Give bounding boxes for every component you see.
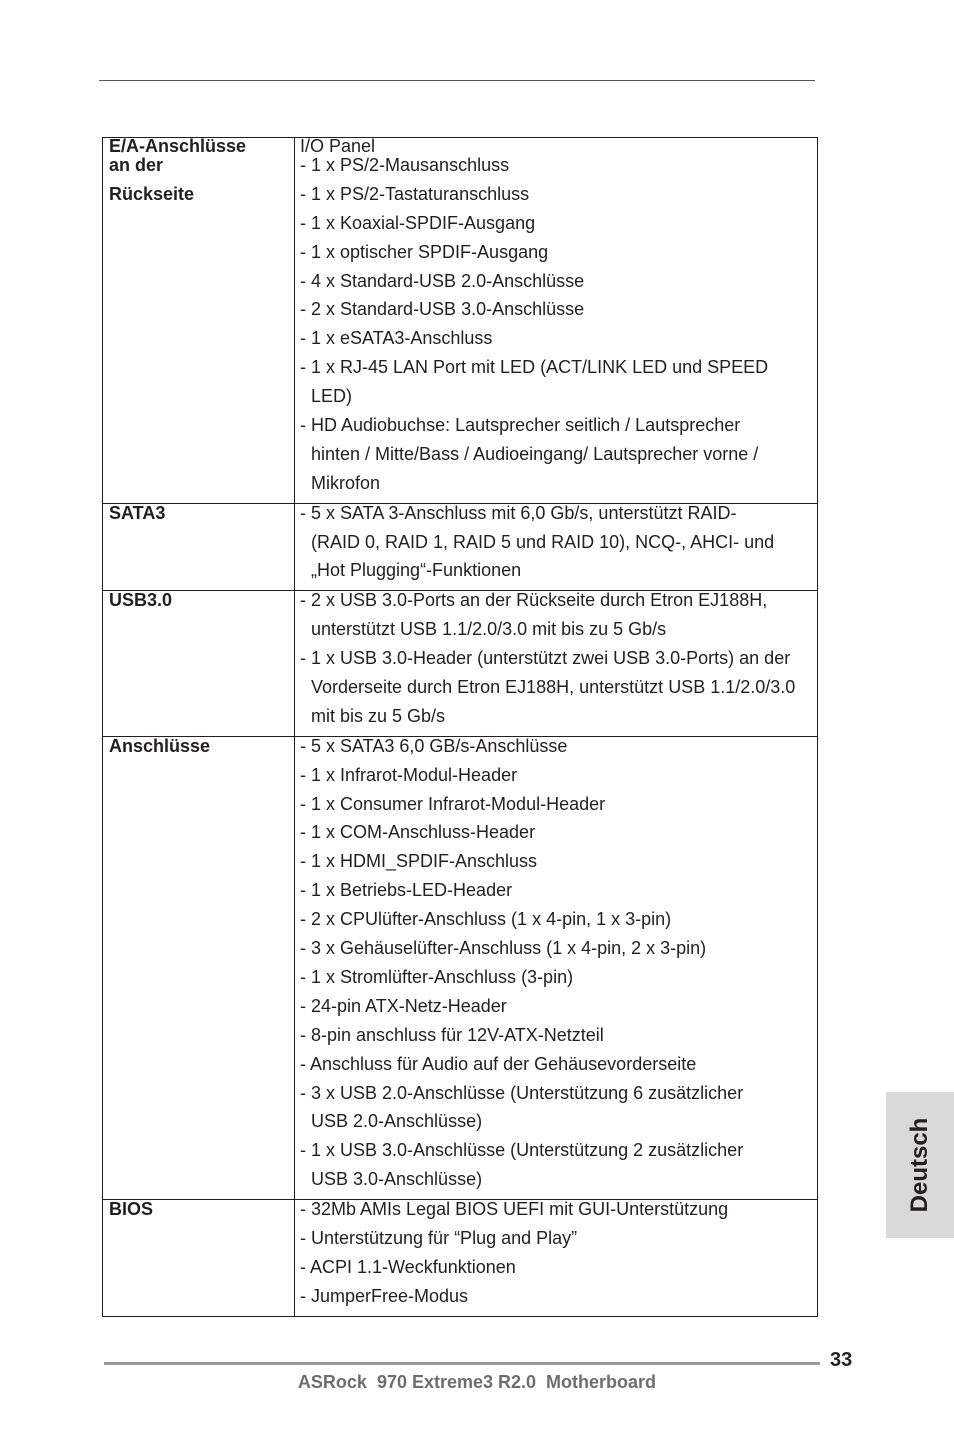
spec-content-cell [295, 1200, 818, 1317]
spec-label: E/A-Anschlüsse [109, 136, 247, 156]
spec-line: - 1 x RJ-45 LAN Port mit LED (ACT/LINK LED und SPEED [300, 357, 769, 378]
spec-line: - 8-pin anschluss für 12V-ATX-Netzteil [300, 1024, 604, 1045]
spec-line: - 24-pin ATX-Netz-Header [300, 995, 507, 1016]
spec-line: hinten / Mitte/Bass / Audioeingang/ Lautsprecher vorne / [311, 443, 759, 464]
spec-line: - 5 x SATA3 6,0 GB/s-Anschlüsse [300, 736, 568, 756]
spec-label-cell [103, 138, 295, 504]
spec-line: - 1 x PS/2-Tastaturanschluss [300, 183, 530, 204]
spec-label-cell [103, 503, 295, 591]
bottom-rule [104, 1362, 820, 1365]
spec-label: USB3.0 [109, 590, 173, 611]
spec-row [103, 1200, 818, 1317]
spec-line: - 1 x HDMI_SPDIF-Anschluss [300, 851, 538, 872]
spec-line: - 1 x Consumer Infrarot-Modul-Header [300, 793, 606, 814]
spec-line: - 1 x Infrarot-Modul-Header [300, 764, 518, 785]
spec-line: Vorderseite durch Etron EJ188H, unterstützt USB 1.1/2.0/3.0 [311, 677, 796, 698]
spec-label: Rückseite [109, 183, 195, 204]
spec-line: - 32Mb AMIs Legal BIOS UEFI mit GUI-Unterstützung [300, 1199, 729, 1220]
spec-line: USB 3.0-Anschlüsse) [311, 1169, 483, 1190]
spec-line: - 2 x CPUlüfter-Anschluss (1 x 4-pin, 1 x 3-pin) [300, 909, 672, 930]
spec-line: (RAID 0, RAID 1, RAID 5 und RAID 10), NCQ-, AHCI- und [311, 531, 775, 552]
spec-content-cell [295, 138, 818, 504]
spec-label: Anschlüsse [109, 735, 211, 756]
spec-line: - HD Audiobuchse: Lautsprecher seitlich / Lautsprecher [300, 415, 741, 436]
spec-line: - JumperFree-Modus [300, 1285, 469, 1306]
spec-row [103, 503, 818, 591]
spec-table [102, 137, 818, 1317]
spec-line: mit bis zu 5 Gb/s [311, 705, 446, 726]
spec-content-cell [295, 503, 818, 591]
language-tab [886, 1092, 954, 1238]
spec-line: - 5 x SATA 3-Anschluss mit 6,0 Gb/s, unterstützt RAID- [300, 503, 737, 523]
spec-row [103, 736, 818, 1199]
spec-line: Mikrofon [311, 472, 381, 493]
spec-line: - 1 x Stromlüfter-Anschluss (3-pin) [300, 966, 574, 987]
spec-line: - Unterstützung für “Plug and Play” [300, 1227, 578, 1248]
spec-label-cell [103, 1200, 295, 1317]
spec-line: USB 2.0-Anschlüsse) [311, 1111, 483, 1132]
spec-content-cell [295, 591, 818, 736]
spec-line: - 2 x Standard-USB 3.0-Anschlüsse [300, 299, 585, 320]
footer-product-name: ASRock 970 Extreme3 R2.0 Motherboard [297, 1372, 657, 1392]
spec-line: LED) [311, 386, 353, 407]
spec-row [103, 138, 818, 504]
spec-label: an der [109, 155, 164, 175]
spec-line: - 1 x USB 3.0-Anschlüsse (Unterstützung 2 zusätzlicher [300, 1140, 744, 1161]
spec-label: SATA3 [109, 502, 166, 523]
spec-line: - 2 x USB 3.0-Ports an der Rückseite durch Etron EJ188H, [300, 590, 768, 611]
spec-line: - 1 x Betriebs-LED-Header [300, 880, 513, 901]
spec-line: - 1 x optischer SPDIF-Ausgang [300, 241, 549, 262]
spec-label-cell [103, 591, 295, 736]
spec-line: I/O Panel [300, 137, 376, 156]
spec-content-cell [295, 736, 818, 1199]
spec-label: BIOS [109, 1199, 154, 1220]
spec-line: - 1 x PS/2-Mausanschluss [300, 155, 510, 175]
page-number: 33 [830, 1349, 853, 1371]
spec-line: „Hot Plugging“-Funktionen [311, 560, 522, 581]
language-tab-label: Deutsch [906, 1117, 933, 1213]
spec-line: - 1 x eSATA3-Anschluss [300, 328, 493, 349]
spec-line: - Anschluss für Audio auf der Gehäusevorderseite [300, 1053, 697, 1074]
spec-line: - ACPI 1.1-Weckfunktionen [300, 1256, 516, 1277]
spec-line: - 1 x Koaxial-SPDIF-Ausgang [300, 212, 536, 233]
top-rule [99, 80, 815, 81]
spec-label-cell [103, 736, 295, 1199]
spec-line: - 4 x Standard-USB 2.0-Anschlüsse [300, 270, 585, 291]
spec-line: unterstützt USB 1.1/2.0/3.0 mit bis zu 5 Gb/s [311, 619, 667, 640]
spec-line: - 1 x COM-Anschluss-Header [300, 822, 536, 843]
spec-line: - 3 x USB 2.0-Anschlüsse (Unterstützung 6 zusätzlicher [300, 1082, 744, 1103]
spec-row [103, 591, 818, 736]
spec-line: - 3 x Gehäuselüfter-Anschluss (1 x 4-pin, 2 x 3-pin) [300, 938, 707, 959]
spec-line: - 1 x USB 3.0-Header (unterstützt zwei USB 3.0-Ports) an der [300, 648, 791, 669]
